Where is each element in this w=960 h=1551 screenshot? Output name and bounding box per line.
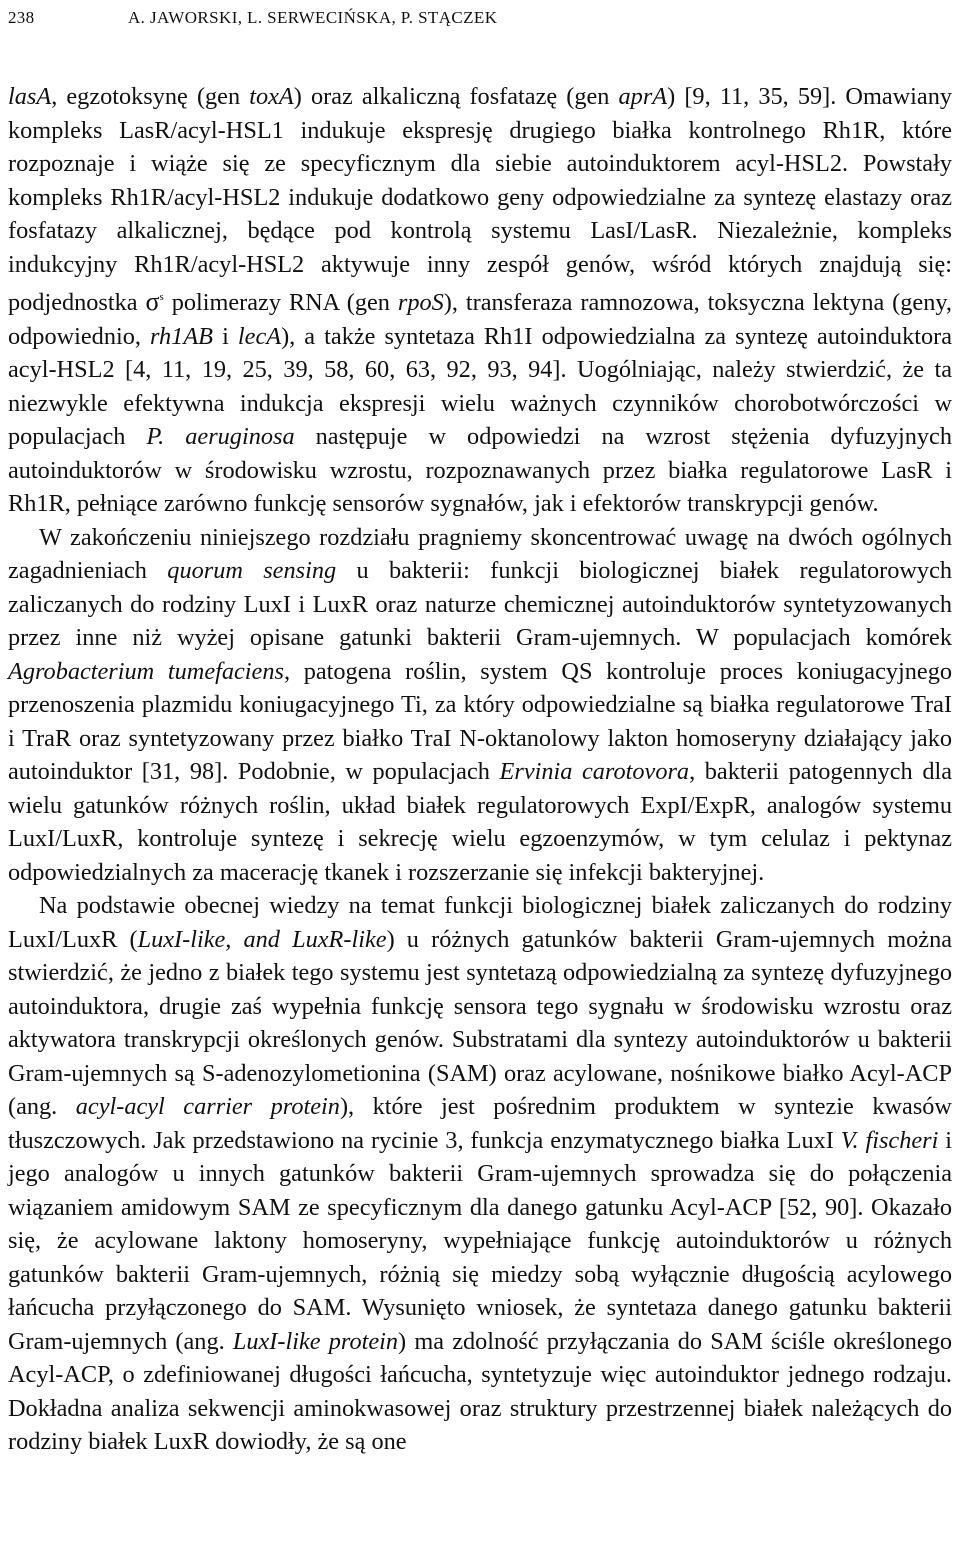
italic-term: Ervinia carotovora bbox=[499, 758, 690, 785]
italic-term: P. aeruginosa bbox=[146, 423, 295, 450]
text-run: ) ma zdolność przyłączania do SAM ściśle określonego Acyl-ACP, o zdefiniowanej długości łańcucha, syntetyzuje więc autoinduktor jednego rodzaju. Dokładna analiza sekwencji aminokwasowej oraz struktury przestrzennej białek należących do rodziny białek LuxR dowiodły, że są one bbox=[8, 1327, 952, 1455]
header-authors: A. JAWORSKI, L. SERWECIŃSKA, P. STĄCZEK bbox=[128, 8, 498, 27]
text-run: W zakończeniu niniejszego rozdziału pragniemy skoncentrować uwagę na dwóch ogólnych zagadnieniach bbox=[8, 523, 952, 584]
italic-term: rpoS bbox=[397, 289, 444, 316]
text-run: i jego analogów u innych gatunków bakterii Gram-ujemnych sprowadza się do połączenia wiązaniem amidowym SAM ze specyficznym dla danego gatunku Acyl-ACP [52, 90]. Okazało się, że acylowane laktony homoseryny, wypełniające funkcję autoinduktorów u różnych gatunków bakterii Gram-ujemnych, różnią się miedzy sobą wyłącznie długością acylowego łańcucha przyłączonego do SAM. Wysunięto wniosek, że syntetaza danego gatunku bakterii Gram-ujemnych (ang. bbox=[8, 1126, 953, 1355]
italic-term: LuxI-like, and LuxR-like bbox=[137, 925, 387, 953]
text-run: u bakterii: funkcji biologicznej białek regulatorowych zaliczanych do rodziny LuxI i LuxR oraz naturze chemicznej autoinduktorów syntetyzowanych przez inne niż wyżej opisane gatunki bakterii Gram-ujemnych. W populacjach komórek bbox=[8, 557, 953, 651]
text-run: ) u różnych gatunków bakterii Gram-ujemnych można stwierdzić, że jedno z białek tego systemu jest syntetazą odpowiedzialną za syntezę dyfuzyjnego autoinduktora, drugie zaś wypełnia funkcję sensora tego sygnału w środowisku wzrostu oraz aktywatora transkrypcji określonych genów. Substratami dla syntezy autoinduktorów u bakterii Gram-ujemnych są S-adenozylometionina (SAM) oraz acylowane, nośnikowe białko Acyl-ACP (ang. bbox=[8, 925, 952, 1120]
italic-term: lasA bbox=[8, 83, 52, 110]
text-run: , bakterii patogennych dla wielu gatunków różnych roślin, układ białek regulatorowych ExpI/ExpR, analogów systemu LuxI/LuxR, kontroluje syntezę i sekrecję wielu egzoenzymów, w tym celulaz i pektynaz odpowiedzialnych za macerację tkanek i rozszerzanie się infekcji bakteryjnej. bbox=[8, 758, 952, 886]
italic-term: toxA bbox=[249, 83, 294, 110]
page-number: 238 bbox=[8, 8, 35, 27]
italic-term: LuxI-like protein bbox=[232, 1327, 399, 1355]
text-run: , patogena roślin, system QS kontroluje proces koniugacyjnego przenoszenia plazmidu koniugacyjnego Ti, za który odpowiedzialne są białka regulatorowe TraI i TraR oraz syntetyzowany przez białko TraI N-oktanolowy lakton homoseryny działający jako autoinduktor [31, 98]. Podobnie, w populacjach bbox=[8, 657, 952, 785]
paragraph bbox=[8, 889, 952, 1459]
italic-term: rh1AB bbox=[150, 322, 214, 350]
text-run: ), a także syntetaza Rh1I odpowiedzialna za syntezę autoinduktora acyl-HSL2 [4, 11, 19, 25, 39, 58, 60, 63, 92, 93, 94]. Uogólniając, należy stwierdzić, że ta niezwykle efektywna indukcja ekspresji wielu ważnych czynników chorobotwórczości w populacjach bbox=[8, 322, 952, 450]
body-text bbox=[8, 80, 952, 1459]
text-run: ) oraz alkaliczną fosfatazę (gen bbox=[293, 83, 619, 110]
italic-term: quorum sensing bbox=[167, 557, 337, 584]
italic-term: Agrobacterium tumefaciens bbox=[8, 657, 284, 685]
text-run: Na podstawie obecnej wiedzy na temat funkcji biologicznej białek zaliczanych do rodziny LuxI/LuxR ( bbox=[8, 892, 952, 953]
sigma: σ bbox=[145, 287, 160, 316]
running-header bbox=[8, 8, 952, 30]
text-run: , egzotoksynę (gen bbox=[51, 83, 250, 110]
text-run: następuje w odpowiedzi na wzrost stężenia dyfuzyjnych autoinduktorów w środowisku wzrostu, rozpoznawanych przez białka regulatorowe LasR i Rh1R, pełniące zarówno funkcję sensorów sygnałów, jak i efektorów transkrypcji genów. bbox=[8, 423, 952, 517]
italic-term: V. fischeri bbox=[840, 1126, 939, 1154]
italic-term: aprA bbox=[618, 83, 668, 110]
text-run: ), które jest pośrednim produktem w syntezie kwasów tłuszczowych. Jak przedstawiono na rycinie 3, funkcja enzymatycznego białka LuxI bbox=[8, 1093, 952, 1154]
sigma-sup: s bbox=[159, 291, 164, 303]
text-run: ) [9, 11, 35, 59]. Omawiany kompleks LasR/acyl-HSL1 indukuje ekspresję drugiego białka kontrolnego Rh1R, które rozpoznaje i wiąże się ze specyficznym dla siebie autoinduktorem acyl-HSL2. Powstały kompleks Rh1R/acyl-HSL2 indukuje dodatkowo geny odpowiedzialne za syntezę elastazy oraz fosfatazy alkalicznej, będące pod kontrolą systemu LasI/LasR. Niezależnie, kompleks indukcyjny Rh1R/acyl-HSL2 aktywuje inny zespół genów, wśród których znajdują się: podjednostka bbox=[8, 83, 953, 316]
paragraph bbox=[8, 80, 952, 521]
italic-term: acyl-acyl carrier protein bbox=[75, 1093, 340, 1120]
text-run: polimerazy RNA (gen bbox=[163, 289, 398, 316]
text-run: ), transferaza ramnozowa, toksyczna lektyna (geny, odpowiednio, bbox=[8, 289, 952, 350]
paragraph bbox=[8, 521, 952, 890]
text-run: i bbox=[213, 322, 238, 350]
italic-term: lecA bbox=[237, 322, 282, 350]
